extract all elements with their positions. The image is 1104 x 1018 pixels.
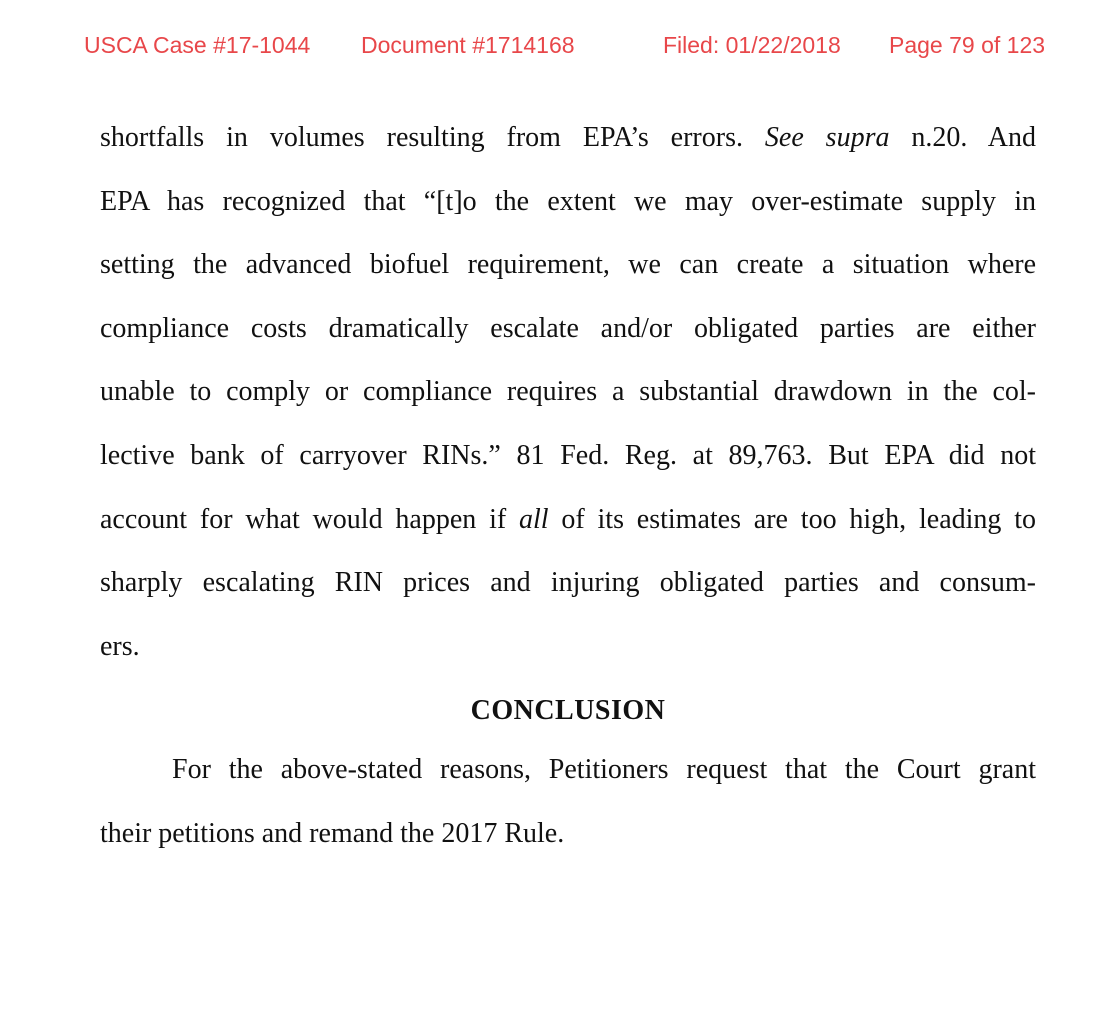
document-number: Document #1714168 [361, 32, 575, 58]
paragraph-line: their petitions and remand the 2017 Rule. [100, 818, 565, 849]
case-number: USCA Case #17-1044 [84, 32, 311, 58]
paragraph-line: ers. [100, 631, 140, 662]
filed-date: Filed: 01/22/2018 [663, 32, 841, 58]
filing-header [0, 32, 1104, 62]
paragraph-line: account for what would happen if all of its estimates are too high, leading to [100, 504, 1036, 535]
page-number: Page 79 of 123 [889, 32, 1046, 58]
paragraph-line: For the above-stated reasons, Petitioners request that the Court grant [172, 754, 1036, 785]
paragraph-line: lective bank of carryover RINs.” 81 Fed. Reg. at 89,763. But EPA did not [100, 440, 1036, 471]
paragraph-line: compliance costs dramatically escalate and/or obligated parties are either [100, 313, 1036, 344]
citation-signal: See supra [764, 122, 890, 153]
paragraph-line: sharply escalating RIN prices and injuring obligated parties and consum- [100, 567, 1036, 598]
paragraph-line: setting the advanced biofuel requirement, we can create a situation where [100, 249, 1036, 280]
paragraph-line: unable to comply or compliance requires a substantial drawdown in the col- [100, 376, 1036, 407]
paragraph-line: EPA has recognized that “[t]o the extent we may over-estimate supply in [100, 186, 1036, 217]
paragraph-line: shortfalls in volumes resulting from EPA’s errors. See supra n.20. And [100, 122, 1036, 153]
emphasis-word: all [519, 504, 549, 535]
section-heading: CONCLUSION [470, 695, 666, 726]
